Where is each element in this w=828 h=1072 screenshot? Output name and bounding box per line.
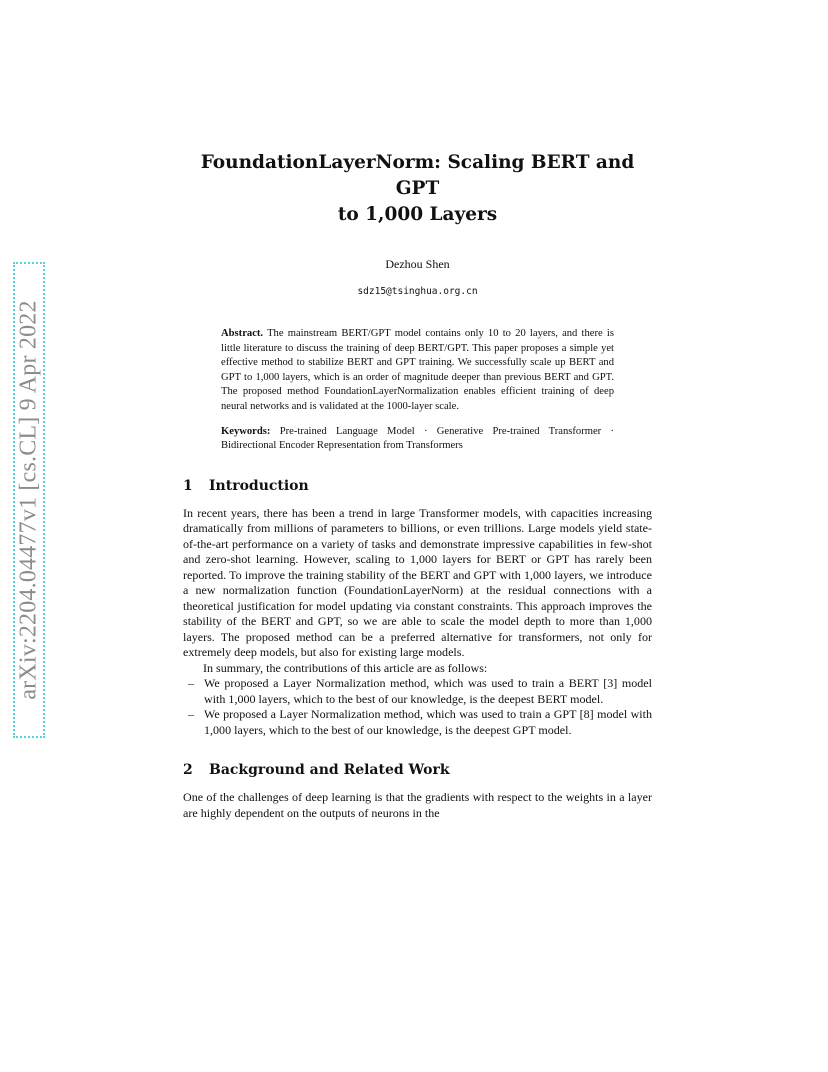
section-title: Background and Related Work — [209, 762, 450, 779]
author-name: Dezhou Shen — [385, 257, 450, 271]
intro-paragraph-1: In recent years, there has been a trend in large Transformer models, with capacities increasing dramatically from millions of parameters to billions, or even trillions. Large models yield state-of-the-art performance on a variety of tasks and demonstrate impressive capabilities in few-shot and zero-shot learning. However, scaling to 1,000 layers for BERT or GPT has rarely been reported. To improve the training stability of the BERT and GPT with 1,000 layers, we introduce a new normalization function (FoundationLayerNorm) at the residual connections with a theoretical justification for model updating via constant constraints. This approach improves the stability of the BERT and GPT, so we are able to scale the model depth to more than 1,000 layers. The proposed method can be a preferred alternative for transformers, not only for extremely deep models, but also for existing large models. — [183, 505, 652, 660]
paper-content — [183, 150, 652, 821]
arxiv-identifier: arXiv:2204.04477v1 [cs.CL] 9 Apr 2022 — [15, 300, 42, 700]
list-bullet: – — [188, 707, 195, 722]
abstract-label: Abstract. — [221, 328, 264, 339]
abstract — [221, 327, 614, 415]
section-number: 1 — [183, 477, 193, 494]
list-item — [183, 707, 652, 738]
section-heading-introduction — [183, 478, 652, 494]
list-item — [183, 676, 652, 707]
list-item-text: We proposed a Layer Normalization method, which was used to train a BERT [3] model with 1,000 layers, which to the best of our knowledge, is the deepest BERT model. — [204, 676, 652, 706]
list-bullet: – — [188, 676, 195, 691]
keywords-label: Keywords: — [221, 425, 271, 437]
author-email: sdz15@tsinghua.org.cn — [357, 286, 478, 297]
keywords — [221, 425, 614, 454]
section-heading-background — [183, 762, 652, 778]
list-item-text: We proposed a Layer Normalization method, which was used to train a GPT [8] model with 1,000 layers, which to the best of our knowledge, is the deepest GPT model. — [204, 707, 652, 737]
title-line-1: FoundationLayerNorm: Scaling BERT and GPT — [200, 152, 635, 199]
section-number: 2 — [183, 762, 193, 779]
background-paragraph-1: One of the challenges of deep learning is that the gradients with respect to the weights in a layer are highly dependent on the outputs of neurons in the — [183, 790, 652, 820]
intro-paragraph-2: In summary, the contributions of this article are as follows: — [203, 660, 488, 675]
keywords-text: Pre-trained Language Model · Generative Pre-trained Transformer · Bidirectional Encoder Representation from Transformers — [221, 425, 614, 452]
section-title: Introduction — [209, 477, 309, 494]
contributions-list — [183, 676, 652, 738]
paper-title — [183, 150, 652, 228]
abstract-text: The mainstream BERT/GPT model contains only 10 to 20 layers, and there is little literature to discuss the training of deep BERT/GPT. This paper proposes a simple yet effective method to stabilize BERT and GPT training. We successfully scale up BERT and GPT to 1,000 layers, which is an order of magnitude deeper than previous BERT and GPT. The proposed method FoundationLayerNormalization enables efficient training of deep neural networks and is validated at the 1000-layer scale. — [221, 328, 614, 412]
title-line-2: to 1,000 Layers — [337, 204, 498, 225]
